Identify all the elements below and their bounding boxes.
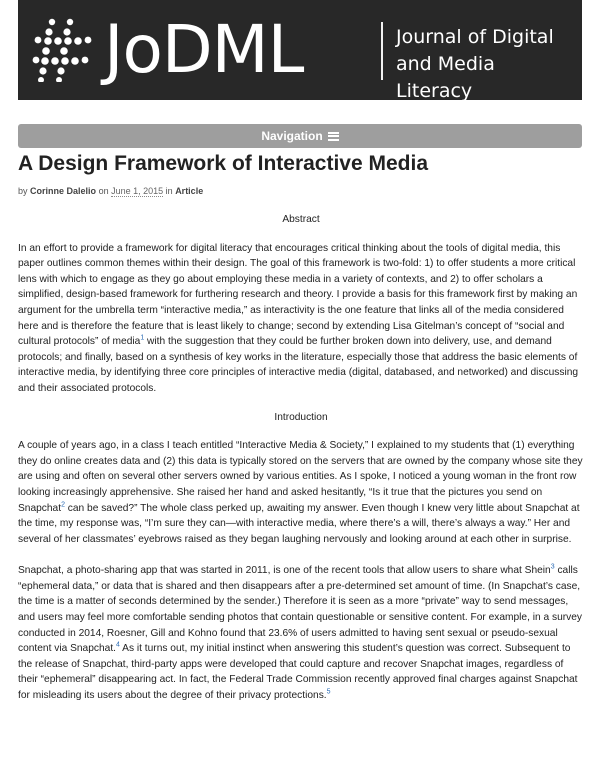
banner-divider [381, 22, 383, 80]
footnote-1-link[interactable]: 1 [140, 334, 145, 342]
intro-paragraph-2 [18, 563, 584, 703]
intro-p1-text-b: can be saved?” The whole class perked up, awaiting my answer. Even though I knew very little about Snapchat at the time, my response was, “I’m sure they can—with interactive media, where there’s a will, there’s always a way.” Her and several of her classmates’ eyebrows raised as they began laughing nervously and looking around at each other in surprise. [18, 502, 580, 545]
footnote-4-link[interactable]: 4 [115, 641, 120, 649]
navigation-bar[interactable] [18, 124, 582, 148]
intro-p2-text-b: calls “ephemeral data,” or data that is shared and then disappears after a pre-determined set amount of time. (In Snapchat’s case, the time is a matter of seconds determined by the sender.) Therefore it is seen as a more “private” way to send messages, and users may feel more comfortable sending photos that contain questionable or sensitive content. For example, in a survey conducted in 2014, Roesner, Gill and Kohno found that 23.6% of users admitted to having sent sexual or pseudo-sexual content via Snapchat. [18, 565, 583, 655]
publish-date: June 1, 2015 [111, 186, 164, 196]
category-link[interactable]: Article [175, 186, 204, 196]
meta-by: by [18, 186, 28, 196]
article-meta [18, 184, 203, 198]
site-banner[interactable] [18, 0, 582, 100]
hash-dots-logo-icon [32, 18, 94, 82]
intro-paragraph-1 [18, 438, 584, 547]
author-link[interactable]: Corinne Dalelio [30, 186, 97, 196]
intro-p1-text-a: A couple of years ago, in a class I teach entitled “Interactive Media & Society,” I explained to my students that (1) everything they do online creates data and (2) this data is typically stored on the servers that are owned by the company whose site they are using and often on several other servers owned by various entities. As I spoke, I noticed a young woman in the front row looking increasingly apprehensive. She raised her hand and asked hesitantly, “Is it true that the pictures you send on Snapchat [18, 440, 583, 514]
menu-icon[interactable] [328, 132, 339, 141]
introduction-heading: Introduction [274, 411, 328, 423]
journal-name [396, 24, 576, 105]
abstract-text-a: In an effort to provide a framework for digital literacy that encourages critical thinking about the tools of digital media, this paper outlines common themes within their design. The goal of this framework is two-fold: 1) to offer students a more critical lens with which to engage as they go about employing these media in a variety of contexts, and 2) to offer scholars a simplified, design-based framework for furthering research and theory. I provide a basis for this framework first by making an argument for the umbrella term “interactive media,” as interactivity is the one feature that links all of the media considered here and is therefore the feature that is least likely to change; second by extending Lisa Gitelman’s concept of “social and cultural protocols” of media [18, 242, 578, 348]
intro-p2-text-c: As it turns out, my initial instinct when answering this student’s question was correct. Subsequent to the release of Snapchat, third-party apps were developed that could capture and recover Snapchat images, regardless of their “ephemeral” disappearing act. In fact, the Federal Trade Commission recently approved final charges against Snapchat for misleading its users about the degree of their privacy protections. [18, 643, 578, 702]
footnote-3-link[interactable]: 3 [550, 563, 555, 571]
footnote-5-link[interactable]: 5 [326, 688, 331, 696]
abstract-text-b: with the suggestion that they could be further broken down into delivery, use, and demand protocols; and finally, based on a synthesis of key works in the literature, especially those that address the basic elements of interactive media, by identifying three core principles of interactive media (digital, databased, and networked) and discussing and their associated protocols. [18, 336, 579, 394]
footnote-2-link[interactable]: 2 [61, 501, 65, 509]
meta-on: on [98, 186, 109, 196]
logo-text: JoDML [104, 11, 304, 88]
article-body [18, 212, 584, 704]
journal-name-line2: and Media Literacy [396, 53, 495, 102]
article-title: A Design Framework of Interactive Media [18, 152, 429, 175]
meta-in: in [165, 186, 173, 196]
intro-p2-text-a: Snapchat, a photo-sharing app that was started in 2011, is one of the recent tools that allow users to share what Shein [18, 565, 551, 577]
journal-name-line1: Journal of Digital [396, 26, 554, 48]
navigation-label[interactable]: Navigation [261, 129, 323, 143]
abstract-paragraph [18, 241, 584, 397]
abstract-heading: Abstract [282, 214, 320, 225]
